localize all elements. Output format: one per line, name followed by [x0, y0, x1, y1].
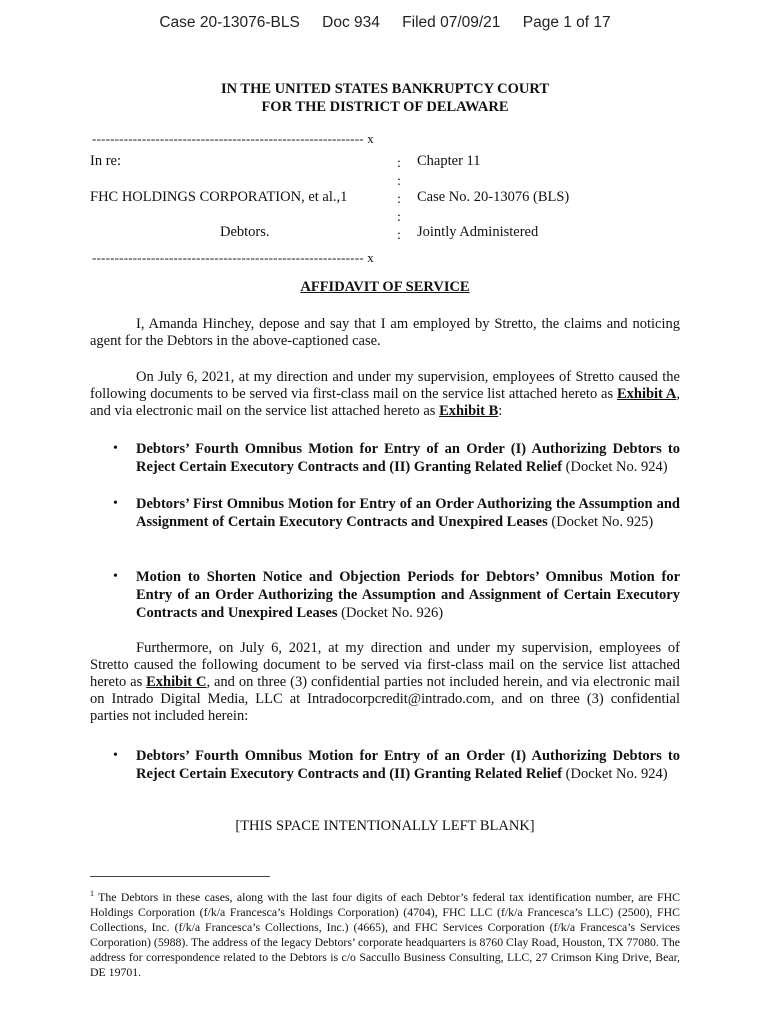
footnote-marker: 1: [90, 889, 94, 898]
blank-space-notice: [THIS SPACE INTENTIONALLY LEFT BLANK]: [235, 818, 535, 834]
paragraph-1: [90, 316, 680, 350]
exhibit-a-ref: Exhibit A: [616, 386, 677, 402]
caption-colon: :: [397, 174, 401, 189]
page-number: Page 1 of 17: [522, 14, 611, 31]
court-line-2: FOR THE DISTRICT OF DELAWARE: [261, 99, 509, 115]
list-item-title: Debtors’ First Omnibus Motion for Entry of an Order Authorizing the Assumption and Assignment of Certain Executory Contracts and Unexpired Leases: [136, 496, 680, 530]
debtor-name: FHC HOLDINGS CORPORATION, et al.,1: [90, 189, 348, 205]
filed-date: Filed 07/09/21: [402, 14, 501, 31]
filing-header: [0, 14, 770, 32]
paragraph-3-text: Furthermore, on July 6, 2021, at my direction and under my supervision, employees of Stretto caused the following document to be served via first-class mail on the service list attached hereto as: [90, 640, 680, 690]
list-item: [136, 747, 680, 783]
list-item: [136, 495, 680, 531]
list-item-docket: (Docket No. 926): [337, 605, 444, 621]
footnote-text: The Debtors in these cases, along with the last four digits of each Debtor’s federal tax identification number, are FHC Holdings Corporation (f/k/a Francesca’s Holdings Corporation) (4704), FHC LLC (f/k/a Francesca’s LLC) (2500), FHC Collections, Inc. (f/k/a Francesca’s Collections, Inc.) (4665), and FHC Services Corporation (f/k/a Francesca’s Services Corporation) (5988). The address of the legacy Debtors’ corporate headquarters is 8760 Clay Road, Houston, TX 77080. The address for correspondence related to the Debtors is c/o Saccullo Business Consulting, LLC, 27 Crimson King Drive, Bear, DE 19701.: [90, 889, 680, 979]
doc-number: Doc 934: [322, 14, 380, 31]
list-item-docket: (Docket No. 925): [547, 514, 654, 530]
debtors-label: Debtors.: [220, 224, 270, 240]
in-re-label: In re:: [90, 153, 121, 169]
paragraph-2-text: On July 6, 2021, at my direction and under my supervision, employees of Stretto caused the following documents to be served via first-class mail on the service list attached hereto as: [90, 369, 680, 402]
caption-colon: :: [397, 228, 401, 243]
list-item-title: Motion to Shorten Notice and Objection Periods for Debtors’ Omnibus Motion for Entry of an Order Authorizing the Assumption and Assignment of Certain Executory Contracts and Unexpired Leases: [136, 569, 680, 621]
case-number: Case 20-13076-BLS: [159, 14, 300, 31]
list-item-docket: (Docket No. 924): [562, 459, 668, 475]
jointly-administered-label: Jointly Administered: [417, 224, 539, 240]
exhibit-b-ref: Exhibit B: [439, 403, 499, 419]
exhibit-c-ref: Exhibit C: [146, 674, 207, 690]
caption-colon: :: [397, 156, 401, 171]
case-no-label: Case No. 20-13076 (BLS): [417, 189, 570, 205]
list-item: [136, 568, 680, 622]
paragraph-2-text: , and via electronic mail on the service list attached hereto as: [90, 386, 681, 419]
paragraph-1-text: I, Amanda Hinchey, depose and say that I am employed by Stretto, the claims and noticing agent for the Debtors in the above-captioned case.: [90, 316, 680, 349]
paragraph-2-text: :: [498, 403, 503, 419]
caption-top-rule: ------------------------------------------------------------ x: [92, 131, 374, 146]
caption-colon: :: [397, 192, 401, 207]
footnote: [90, 886, 680, 980]
bullet-icon: •: [113, 569, 118, 584]
chapter-label: Chapter 11: [417, 153, 481, 169]
court-line-1: IN THE UNITED STATES BANKRUPTCY COURT: [220, 81, 550, 97]
list-item-title: Debtors’ Fourth Omnibus Motion for Entry of an Order (I) Authorizing Debtors to Reject Certain Executory Contracts and (II) Granting Related Relief: [136, 441, 680, 475]
bullet-icon: •: [113, 496, 118, 511]
bullet-icon: •: [113, 441, 118, 456]
list-item-title: Debtors’ Fourth Omnibus Motion for Entry of an Order (I) Authorizing Debtors to Reject Certain Executory Contracts and (II) Granting Related Relief: [136, 748, 680, 782]
paragraph-3: [90, 640, 680, 725]
footnote-divider: [90, 876, 270, 877]
bullet-icon: •: [113, 748, 118, 763]
court-heading: [0, 80, 770, 116]
caption-colon: :: [397, 210, 401, 225]
paragraph-2: [90, 369, 680, 420]
caption-bottom-rule: ------------------------------------------------------------ x: [92, 250, 374, 265]
list-item-docket: (Docket No. 924): [562, 766, 668, 782]
paragraph-3-text: , and on three (3) confidential parties not included herein, and via electronic mail on Intrado Digital Media, LLC at Intradocorpcredit@intrado.com, and on three (3) confidential parties not included herein:: [90, 674, 680, 724]
document-title: AFFIDAVIT OF SERVICE: [300, 279, 470, 295]
list-item: [136, 440, 680, 476]
